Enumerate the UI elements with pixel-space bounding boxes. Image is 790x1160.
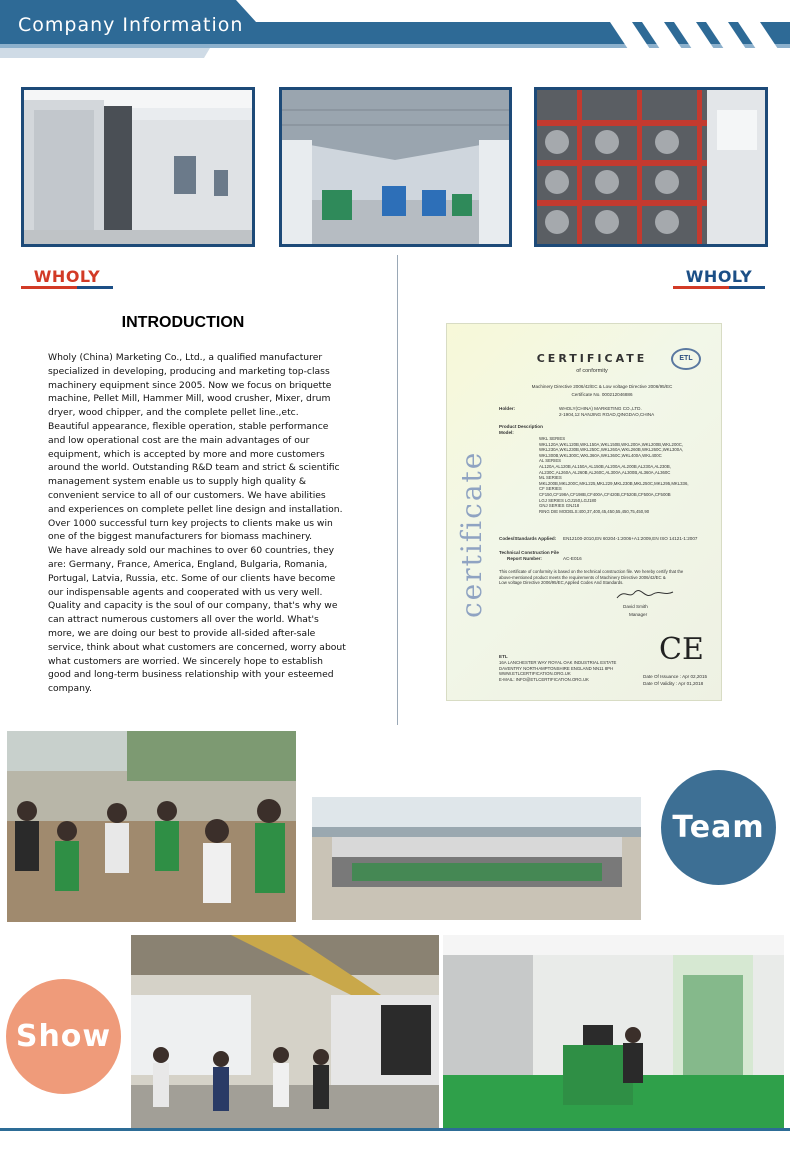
wholy-logo-left: [21, 268, 113, 290]
model-line: CF150,CF198A,CF198B,CF400A,CF420B,CF520B,CF500A,CF500B: [539, 491, 671, 497]
holder-address: 2-1904,12 NANJING ROAD,QINGDAO,CHINA: [559, 412, 655, 417]
model-line: CF SERIES: [539, 486, 562, 492]
certificate-number: Certificate No. 000212046886: [571, 392, 633, 397]
logo-text: WHOLY: [33, 267, 101, 286]
model-line: AL230C,AL260A,AL260B,AL260C,AL300A,AL300B,AL360A,AL360C: [539, 469, 671, 475]
intro-line: and low operational cost are the main advantages of our: [48, 434, 310, 446]
intro-line: Over 1000 successful turn key projects to clients make us win: [48, 517, 333, 529]
logo-text: WHOLY: [685, 267, 753, 286]
intro-line: machine, Pellet Mill, Hammer Mill, wood crusher, Mixer, drum: [48, 393, 331, 405]
workshop-photo: [279, 87, 512, 247]
holder-value: WHOLY(CHINA) MARKETING CO.,LTD.: [559, 406, 642, 411]
page-title: Company Information: [18, 14, 244, 36]
exhibition-booth-photo: [443, 935, 784, 1128]
statement-line: This certificate of conformity is based on the technical construction file. We hereby certify that the: [499, 569, 684, 574]
model-line: LGJ SERIES LGJ150,LGJ180: [539, 497, 597, 503]
intro-line: and experiences on complete pellet line design and installation.: [48, 503, 343, 515]
warehouse-photo: [534, 87, 768, 247]
intro-line: Wholy (China) Marketing Co., Ltd., a qualified manufacturer: [48, 352, 323, 363]
signer-title: Manager: [629, 612, 648, 617]
etl-badge-icon: ETL: [671, 348, 701, 370]
certificate-statement: [499, 569, 699, 586]
intro-line: specialized in developing, producing and marketing top-class: [48, 365, 330, 377]
team-group-photo: [312, 797, 641, 920]
intro-line: Portugal, Latvia, Russia, etc. Some of our clients have become: [48, 572, 336, 584]
bottom-rule: [0, 1128, 790, 1131]
issuer-label: ETL: [499, 654, 508, 659]
intro-line: convenient service to all of our customers. We have abilities: [48, 489, 326, 501]
model-label: Model:: [499, 430, 514, 435]
intro-line: good and long-term business relationship with your esteemed: [48, 669, 334, 681]
intro-line: We have already sold our machines to over 60 countries, they: [48, 545, 335, 557]
certificate-side-text: certificate: [455, 450, 488, 618]
intro-line: Beautiful appearance, flexible operation, stable performance: [48, 420, 329, 432]
intro-line: one of the biggest manufacturers for biomass machinery.: [48, 531, 313, 543]
product-label: Product Description: [499, 424, 543, 429]
tcf-label: Technical Construction File: [499, 550, 559, 555]
intro-line: can attract numerous customers all over the world. What's: [48, 614, 319, 626]
model-line: AL SERIES: [539, 458, 562, 464]
intro-line: more, we are doing our best to provide all-sided after-sale: [48, 627, 316, 639]
intro-body: [48, 351, 358, 696]
certificate-title: CERTIFICATE: [536, 352, 648, 365]
certificate-subtitle: of conformity: [576, 368, 608, 374]
intro-line: are: Germany, France, America, England, Bulgaria, Romania,: [48, 558, 328, 570]
model-line: RING DIE MODELS:400,37,400,45,450,55,450,75,450,90: [539, 508, 650, 514]
issue-date: Date Of Issuance : Apr 02,2015: [643, 674, 708, 679]
model-line: AL120A,AL120B,AL150A,AL150B,AL200A,AL200B,AL230A,AL230B,: [539, 463, 671, 469]
intro-line: dryer, wood chipper, and the complete pellet line.,etc.: [48, 407, 299, 419]
issuer-line: DAVENTRY NORTHAMPTONSHIRE ENGLAND NN11 8PH: [499, 665, 614, 671]
issuer-line: 16A LANCHESTER WAY ROYAL OAK INDUSTRIAL ESTATE: [499, 660, 617, 665]
intro-line: what customers are worried. We sincerely hope to establish: [48, 655, 323, 667]
model-line: ML SERIES: [539, 475, 562, 481]
model-list: [539, 436, 719, 514]
team-beach-activity-photo: [7, 731, 296, 922]
issuer-address: [499, 660, 639, 682]
team-label: Team: [661, 770, 776, 885]
codes-value: EN12100-2010,EN 60204-1:2006+A1:2009,EN ISO 14121-1:2007: [563, 536, 698, 541]
issuer-line: WWW.ETLCERTIFICATION.ORG.UK: [499, 671, 571, 677]
model-line: WKL230A,WKL230B,WKL250C,WKL260A,WKL260B,WKL260C,WKL300A,: [539, 447, 684, 453]
intro-line: management system enable us to supply high quality &: [48, 476, 306, 488]
intro-line: company.: [48, 683, 92, 695]
intro-line: service, think about what customers are concerned, worry about: [48, 641, 346, 653]
model-line: WKL300B,WKL300C,WKL360A,WKL360C,WKL400A,WKL400C: [539, 452, 662, 458]
model-line: WKL120A,WKL120B,WKL150A,WKL150B,WKL200A,WKL200B,WKL200C,: [539, 441, 684, 447]
validity-date: Date Of Validity : Apr 01,2018: [643, 681, 704, 686]
intro-line: our indispensable agents and cooperated with us very well.: [48, 586, 323, 598]
report-value: AC-E016: [563, 556, 582, 561]
intro-line: equipment, which is accepted by more and more customers: [48, 448, 325, 460]
factory-exterior-photo: [21, 87, 255, 247]
signature-icon: [615, 586, 675, 602]
model-line: MKL200B,MKL200C,MKL225,MKL229,MKL230B,MKL250C,MKL295,MKL336,: [539, 480, 689, 486]
certificate-directive: Machinery Directive 2006/42/EC & Low voltage Directive 2006/95/EC: [531, 384, 673, 389]
certificate-image: [446, 323, 722, 701]
codes-label: Codes/Standards Applied:: [499, 536, 557, 541]
exhibition-hall-photo: [131, 935, 439, 1128]
issuer-line: E-MAIL: INFO@ETLCERTIFICATION.ORG.UK: [499, 676, 589, 682]
intro-line: machinery equipment since 2005. Now we focus on briquette: [48, 379, 332, 391]
statement-line: above-mentioned product meets the requirements of Machinery Directive 2006/42/EC &: [499, 574, 666, 580]
intro-line: Quality and capacity is the soul of our company, that's why we: [48, 600, 338, 612]
signer-name: David Smith: [623, 604, 648, 609]
column-divider: [397, 255, 398, 725]
show-label: Show: [6, 979, 121, 1094]
wholy-logo-right: [673, 268, 765, 290]
statement-line: Low voltage Directive 2006/95/EC,Applied Codes And Standards.: [499, 580, 624, 586]
model-line: WKL SERIES: [539, 436, 566, 441]
holder-label: Holder:: [499, 406, 516, 411]
model-line: GNJ SERIES GNJ18: [539, 503, 580, 509]
intro-line: around the world. Outstanding R&D team and strict & scientific: [48, 462, 340, 474]
ce-mark-icon: CE: [659, 632, 704, 667]
intro-heading: INTRODUCTION: [121, 314, 245, 331]
report-label: Report Number:: [507, 556, 542, 561]
header-banner: [0, 0, 790, 58]
